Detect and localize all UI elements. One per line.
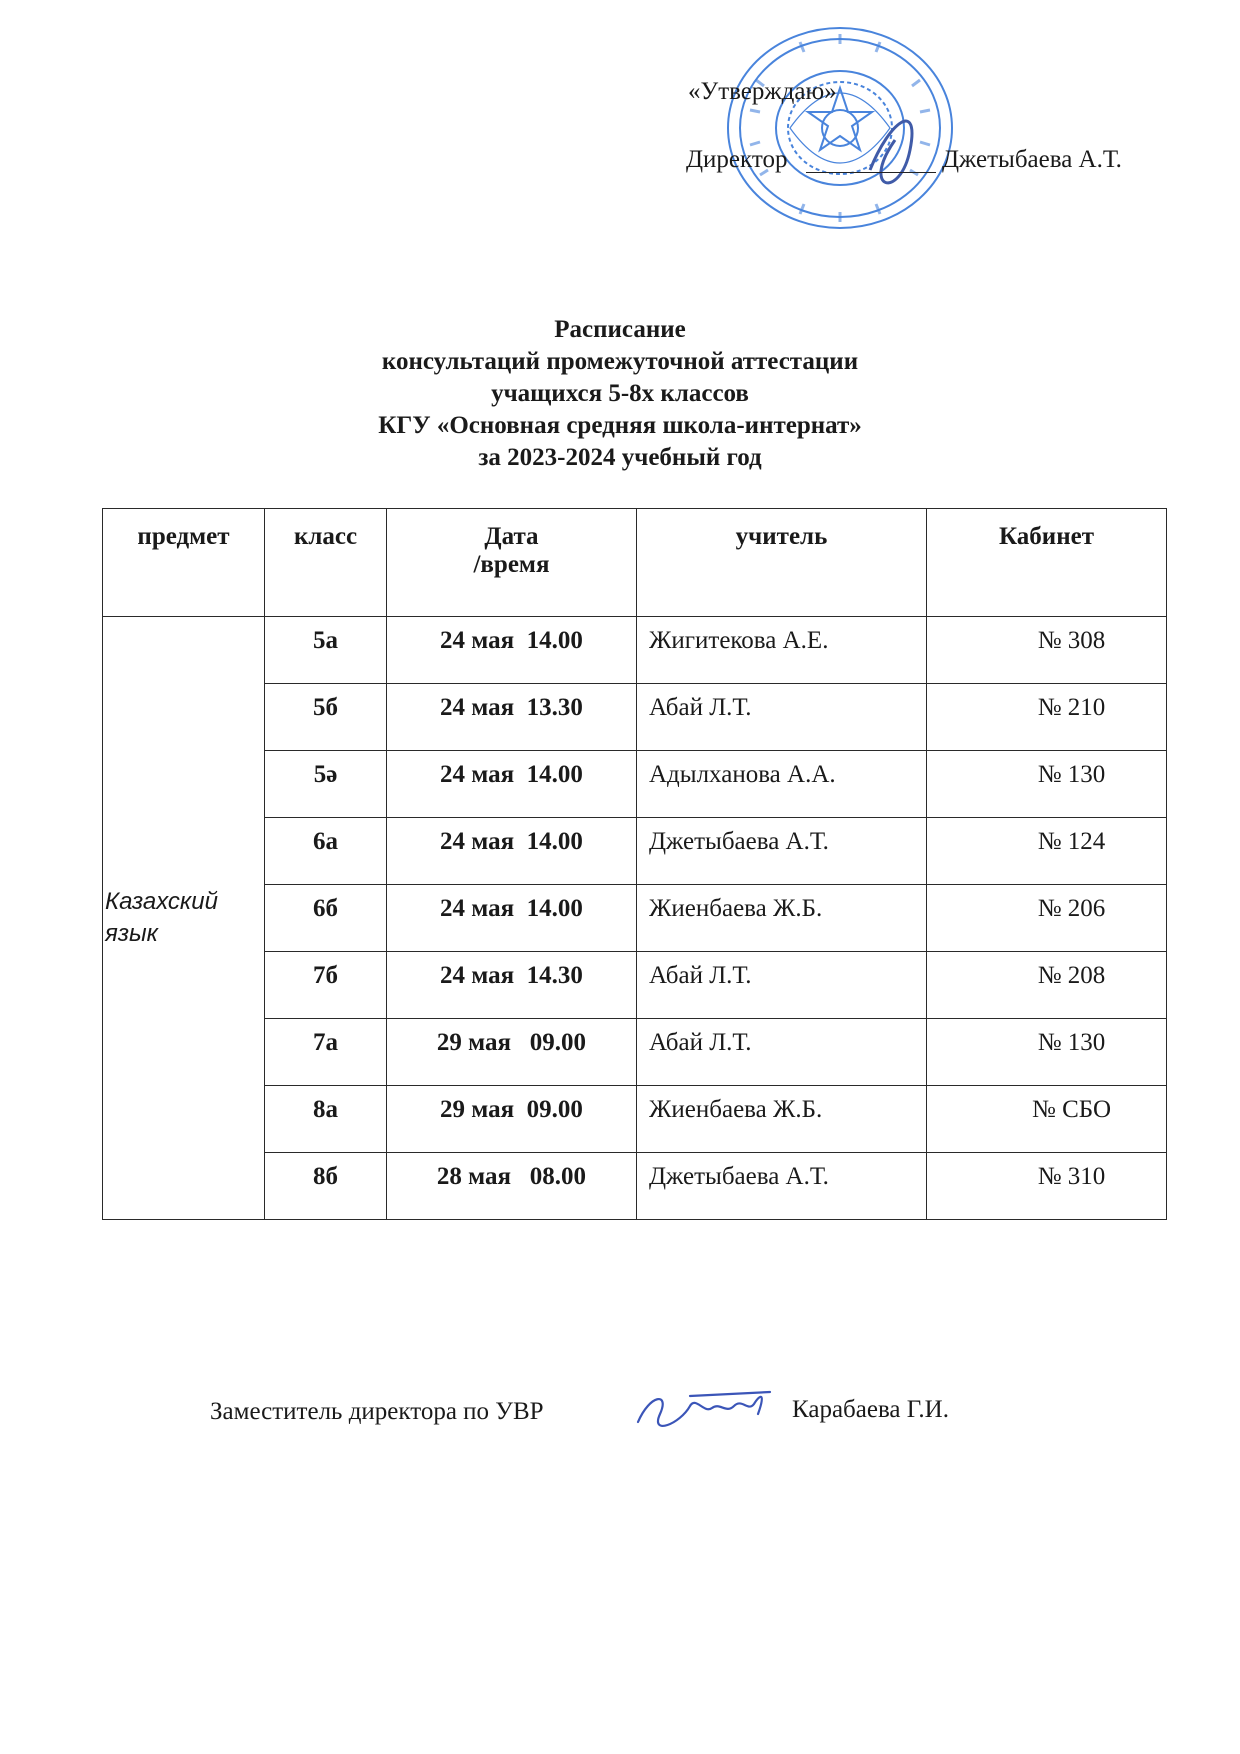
room-cell: № СБО (927, 1086, 1167, 1153)
table-row (103, 617, 1167, 684)
class-cell: 5ә (265, 751, 387, 818)
heading-line-3: учащихся 5-8х классов (491, 380, 749, 407)
class-cell: 6б (265, 885, 387, 952)
header-class: класс (265, 509, 387, 617)
teacher-cell: Джетыбаева А.Т. (637, 1153, 927, 1220)
heading-line-5: за 2023-2024 учебный год (478, 444, 762, 471)
teacher-cell: Жиенбаева Ж.Б. (637, 885, 927, 952)
footer-signature (210, 1390, 1110, 1450)
date-cell: 24 мая 14.00 (387, 885, 637, 952)
teacher-cell: Жиенбаева Ж.Б. (637, 1086, 927, 1153)
class-cell: 7б (265, 952, 387, 1019)
date-cell: 24 мая 14.00 (387, 818, 637, 885)
class-cell: 8а (265, 1086, 387, 1153)
subject-label-line-1: Казахский (105, 888, 218, 915)
teacher-cell: Абай Л.Т. (637, 1019, 927, 1086)
date-cell: 28 мая 08.00 (387, 1153, 637, 1220)
room-cell: № 210 (927, 684, 1167, 751)
class-cell: 8б (265, 1153, 387, 1220)
room-cell: № 308 (927, 617, 1167, 684)
teacher-cell: Адылханова А.А. (637, 751, 927, 818)
subject-cell (103, 617, 265, 1220)
room-cell: № 310 (927, 1153, 1167, 1220)
class-cell: 5а (265, 617, 387, 684)
teacher-cell: Джетыбаева А.Т. (637, 818, 927, 885)
heading-line-1: Расписание (554, 316, 686, 343)
header-date: Дата /время (387, 509, 637, 617)
teacher-cell: Жигитекова А.Е. (637, 617, 927, 684)
class-cell: 5б (265, 684, 387, 751)
approval-role: Директор (686, 146, 788, 173)
date-cell: 29 мая 09.00 (387, 1086, 637, 1153)
header-room: Кабинет (927, 509, 1167, 617)
date-cell: 24 мая 14.00 (387, 751, 637, 818)
approval-person: Джетыбаева А.Т. (942, 146, 1122, 173)
room-cell: № 124 (927, 818, 1167, 885)
room-cell: № 130 (927, 751, 1167, 818)
approval-title: «Утверждаю» (688, 78, 837, 105)
date-cell: 24 мая 13.30 (387, 684, 637, 751)
date-cell: 24 мая 14.30 (387, 952, 637, 1019)
date-cell: 29 мая 09.00 (387, 1019, 637, 1086)
subject-label-line-2: язык (105, 920, 158, 947)
table-header-row (103, 509, 1167, 617)
room-cell: № 130 (927, 1019, 1167, 1086)
room-cell: № 206 (927, 885, 1167, 952)
footer-person: Карабаева Г.И. (792, 1396, 949, 1423)
heading-line-4: КГУ «Основная средняя школа-интернат» (378, 412, 862, 439)
header-subject: предмет (103, 509, 265, 617)
room-cell: № 208 (927, 952, 1167, 1019)
class-cell: 6а (265, 818, 387, 885)
document-heading (0, 314, 1240, 474)
teacher-cell: Абай Л.Т. (637, 684, 927, 751)
footer-role: Заместитель директора по УВР (210, 1398, 544, 1425)
heading-line-2: консультаций промежуточной аттестации (381, 348, 859, 375)
schedule-table (102, 508, 1167, 1220)
handwritten-signature-icon (630, 1384, 780, 1434)
approval-underline (806, 172, 936, 173)
date-cell: 24 мая 14.00 (387, 617, 637, 684)
class-cell: 7а (265, 1019, 387, 1086)
header-teacher: учитель (637, 509, 927, 617)
teacher-cell: Абай Л.Т. (637, 952, 927, 1019)
official-stamp-icon (720, 20, 960, 235)
